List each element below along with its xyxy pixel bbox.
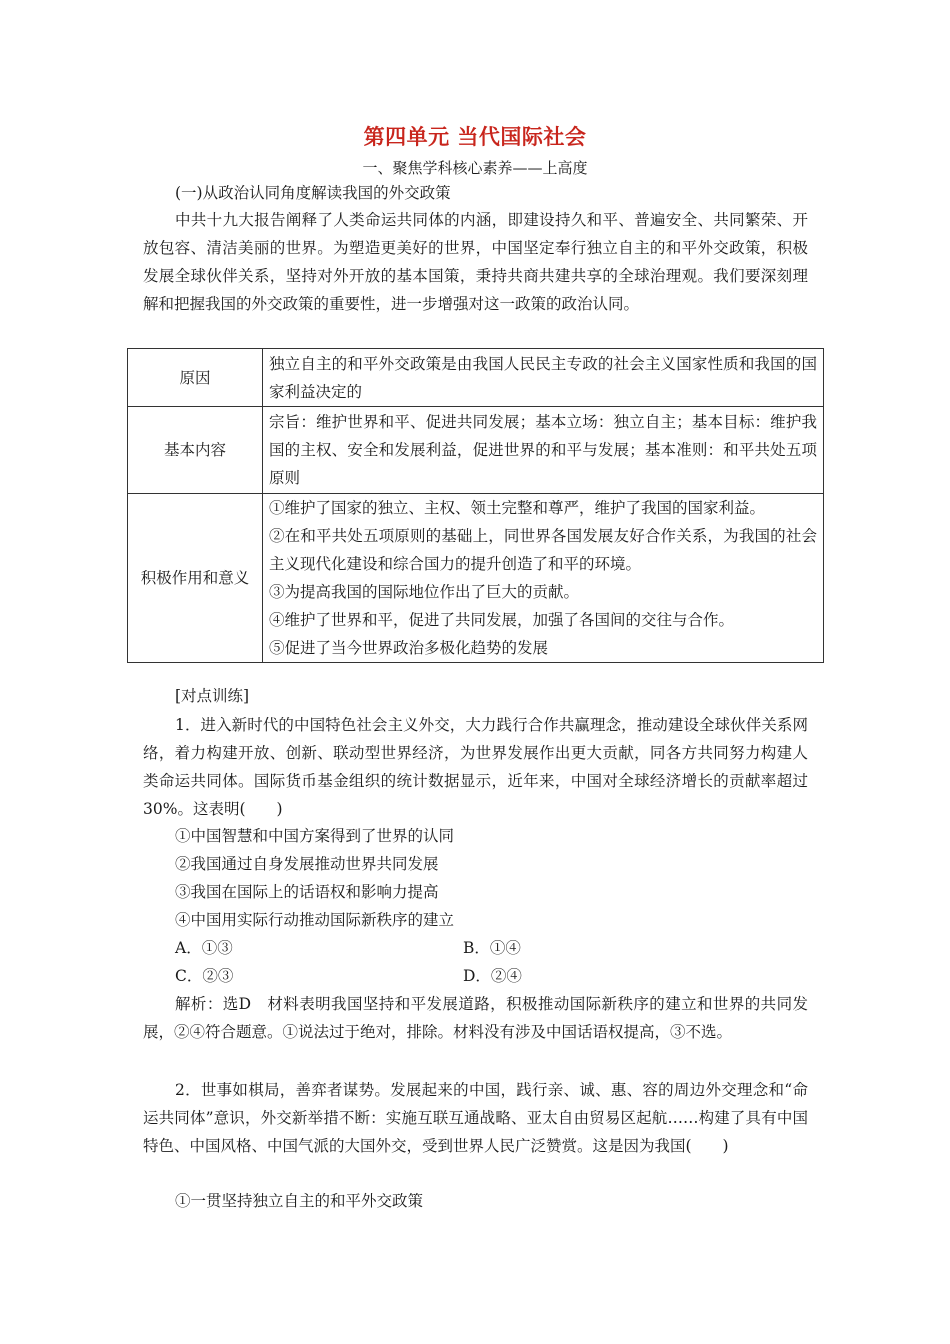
training-label: [对点训练]	[175, 687, 250, 705]
table-line: ④维护了世界和平，促进了共同发展，加强了各国间的交往与合作。	[269, 611, 735, 629]
table-line: ③为提高我国的国际地位作出了巨大的贡献。	[269, 583, 580, 601]
section-heading: (一)从政治认同角度解读我国的外交政策	[175, 184, 451, 202]
q1-option-a: A．①③	[175, 939, 233, 957]
question-1-stem: 1．进入新时代的中国特色社会主义外交，大力践行合作共赢理念，推动建设全球伙伴关系网络，着力构建开放、创新、联动型世界经济，为世界发展作出更大贡献，同各方共同努力构建人类命运共同体。国际货币基金组织的统计数据显示，近年来，中国对全球经济增长的贡献率超过30%。这表明( )	[143, 716, 808, 818]
row-content-significance	[263, 494, 824, 663]
q1-statement-4: ④中国用实际行动推动国际新秩序的建立	[175, 911, 455, 929]
q2-statement-1: ①一贯坚持独立自主的和平外交政策	[175, 1192, 424, 1210]
intro-paragraph: 中共十九大报告阐释了人类命运共同体的内涵，即建设持久和平、普遍安全、共同繁荣、开放包容、清洁美丽的世界。为塑造更美好的世界，中国坚定奉行独立自主的和平外交政策，积极发展全球伙伴关系，坚持对外开放的基本国策，秉持共商共建共享的全球治理观。我们要深刻理解和把握我国的外交政策的重要性，进一步增强对这一政策的政治认同。	[143, 211, 808, 313]
table-line: 宗旨：维护世界和平、促进共同发展；基本立场：独立自主；基本目标：维护我国的主权、安全和发展利益，促进世界的和平与发展；基本准则：和平共处五项原则	[269, 413, 817, 487]
table-row	[128, 494, 824, 663]
q1-option-c: C．②③	[175, 967, 234, 985]
row-header-content: 基本内容	[128, 407, 263, 494]
table-line: 独立自主的和平外交政策是由我国人民民主专政的社会主义国家性质和我国的国家利益决定的	[269, 354, 817, 401]
question-2-stem: 2．世事如棋局，善弈者谋势。发展起来的中国，践行亲、诚、惠、容的周边外交理念和“命运共同体”意识，外交新举措不断：实施互联互通战略、亚太自由贸易区起航……构建了具有中国特色、中国风格、中国气派的大国外交，受到世界人民广泛赞赏。这是因为我国( )	[143, 1081, 808, 1155]
row-header-significance: 积极作用和意义	[128, 494, 263, 663]
section-subtitle: 一、聚焦学科核心素养——上高度	[362, 159, 588, 177]
q1-statement-2: ②我国通过自身发展推动世界共同发展	[175, 855, 439, 873]
table-row	[128, 407, 824, 494]
table-line: ⑤促进了当今世界政治多极化趋势的发展	[269, 639, 549, 657]
policy-table	[127, 348, 824, 663]
table-row	[128, 349, 824, 407]
q1-statement-1: ①中国智慧和中国方案得到了世界的认同	[175, 827, 455, 845]
q1-option-d: D．②④	[463, 967, 522, 985]
table-line: ②在和平共处五项原则的基础上，同世界各国发展友好合作关系，为我国的社会主义现代化建设和综合国力的提升创造了和平的环境。	[269, 527, 817, 573]
q1-analysis: 解析：选D 材料表明我国坚持和平发展道路，积极推动国际新秩序的建立和世界的共同发展，②④符合题意。①说法过于绝对，排除。材料没有涉及中国话语权提高，③不选。	[143, 995, 808, 1041]
q1-option-b: B．①④	[463, 939, 521, 957]
unit-title: 第四单元 当代国际社会	[363, 125, 587, 149]
row-content-basic	[263, 407, 824, 494]
row-content-reason	[263, 349, 824, 407]
row-header-reason: 原因	[128, 349, 263, 407]
q1-statement-3: ③我国在国际上的话语权和影响力提高	[175, 883, 439, 901]
table-line: ①维护了国家的独立、主权、领土完整和尊严，维护了我国的国家利益。	[269, 499, 766, 517]
